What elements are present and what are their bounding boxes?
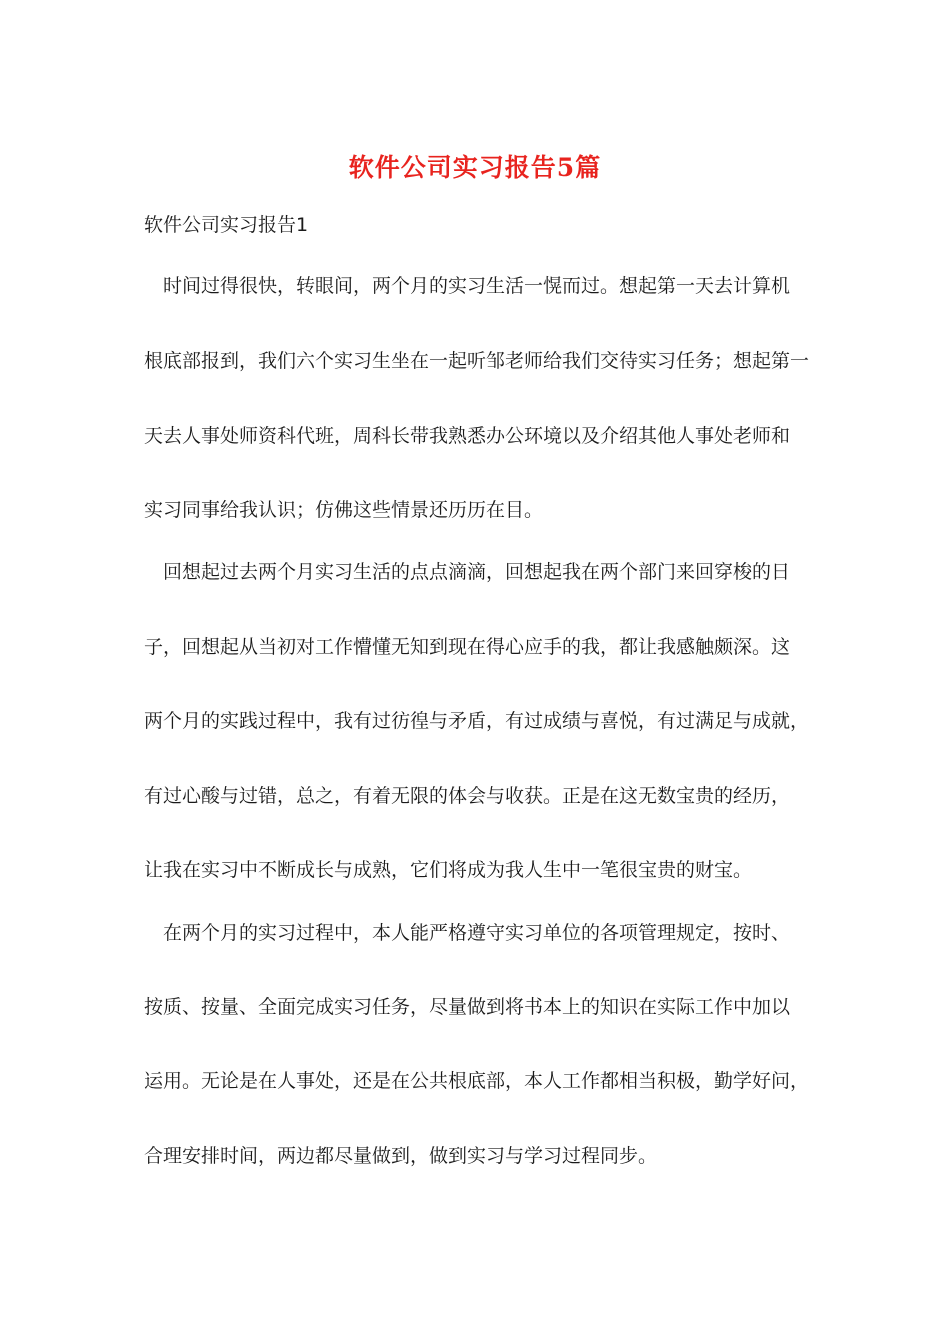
paragraph-1-line-1: 时间过得很快，转眼间，两个月的实习生活一愰而过。想起第一天去计算机 (163, 275, 791, 297)
paragraph-2-line-2: 子，回想起从当初对工作懵懂无知到现在得心应手的我，都让我感触颇深。这 (144, 636, 791, 658)
paragraph-1-line-4: 实习同事给我认识；仿佛这些情景还历历在目。 (144, 499, 544, 521)
paragraph-3-line-4: 合理安排时间，两边都尽量做到，做到实习与学习过程同步。 (144, 1145, 658, 1167)
paragraph-2-line-1: 回想起过去两个月实习生活的点点滴滴，回想起我在两个部门来回穿梭的日 (163, 561, 791, 583)
paragraph-1-line-2: 根底部报到，我们六个实习生坐在一起听邹老师给我们交待实习任务；想起第一 (144, 350, 810, 372)
paragraph-2-line-3: 两个月的实践过程中，我有过彷徨与矛盾，有过成绩与喜悦，有过满足与成就， (144, 710, 810, 732)
paragraph-1-line-3: 天去人事处师资科代班，周科长带我熟悉办公环境以及介绍其他人事处老师和 (144, 425, 791, 447)
document-title: 软件公司实习报告5篇 (348, 153, 602, 182)
paragraph-2-line-4: 有过心酸与过错，总之，有着无限的体会与收获。正是在这无数宝贵的经历， (144, 785, 791, 807)
section-heading: 软件公司实习报告1 (144, 214, 309, 236)
paragraph-3-line-3: 运用。无论是在人事处，还是在公共根底部，本人工作都相当积极，勤学好问， (144, 1070, 810, 1092)
paragraph-3-line-2: 按质、按量、全面完成实习任务，尽量做到将书本上的知识在实际工作中加以 (144, 996, 791, 1018)
paragraph-2-line-5: 让我在实习中不断成长与成熟，它们将成为我人生中一笔很宝贵的财宝。 (144, 859, 753, 881)
paragraph-3-line-1: 在两个月的实习过程中，本人能严格遵守实习单位的各项管理规定，按时、 (163, 922, 791, 944)
